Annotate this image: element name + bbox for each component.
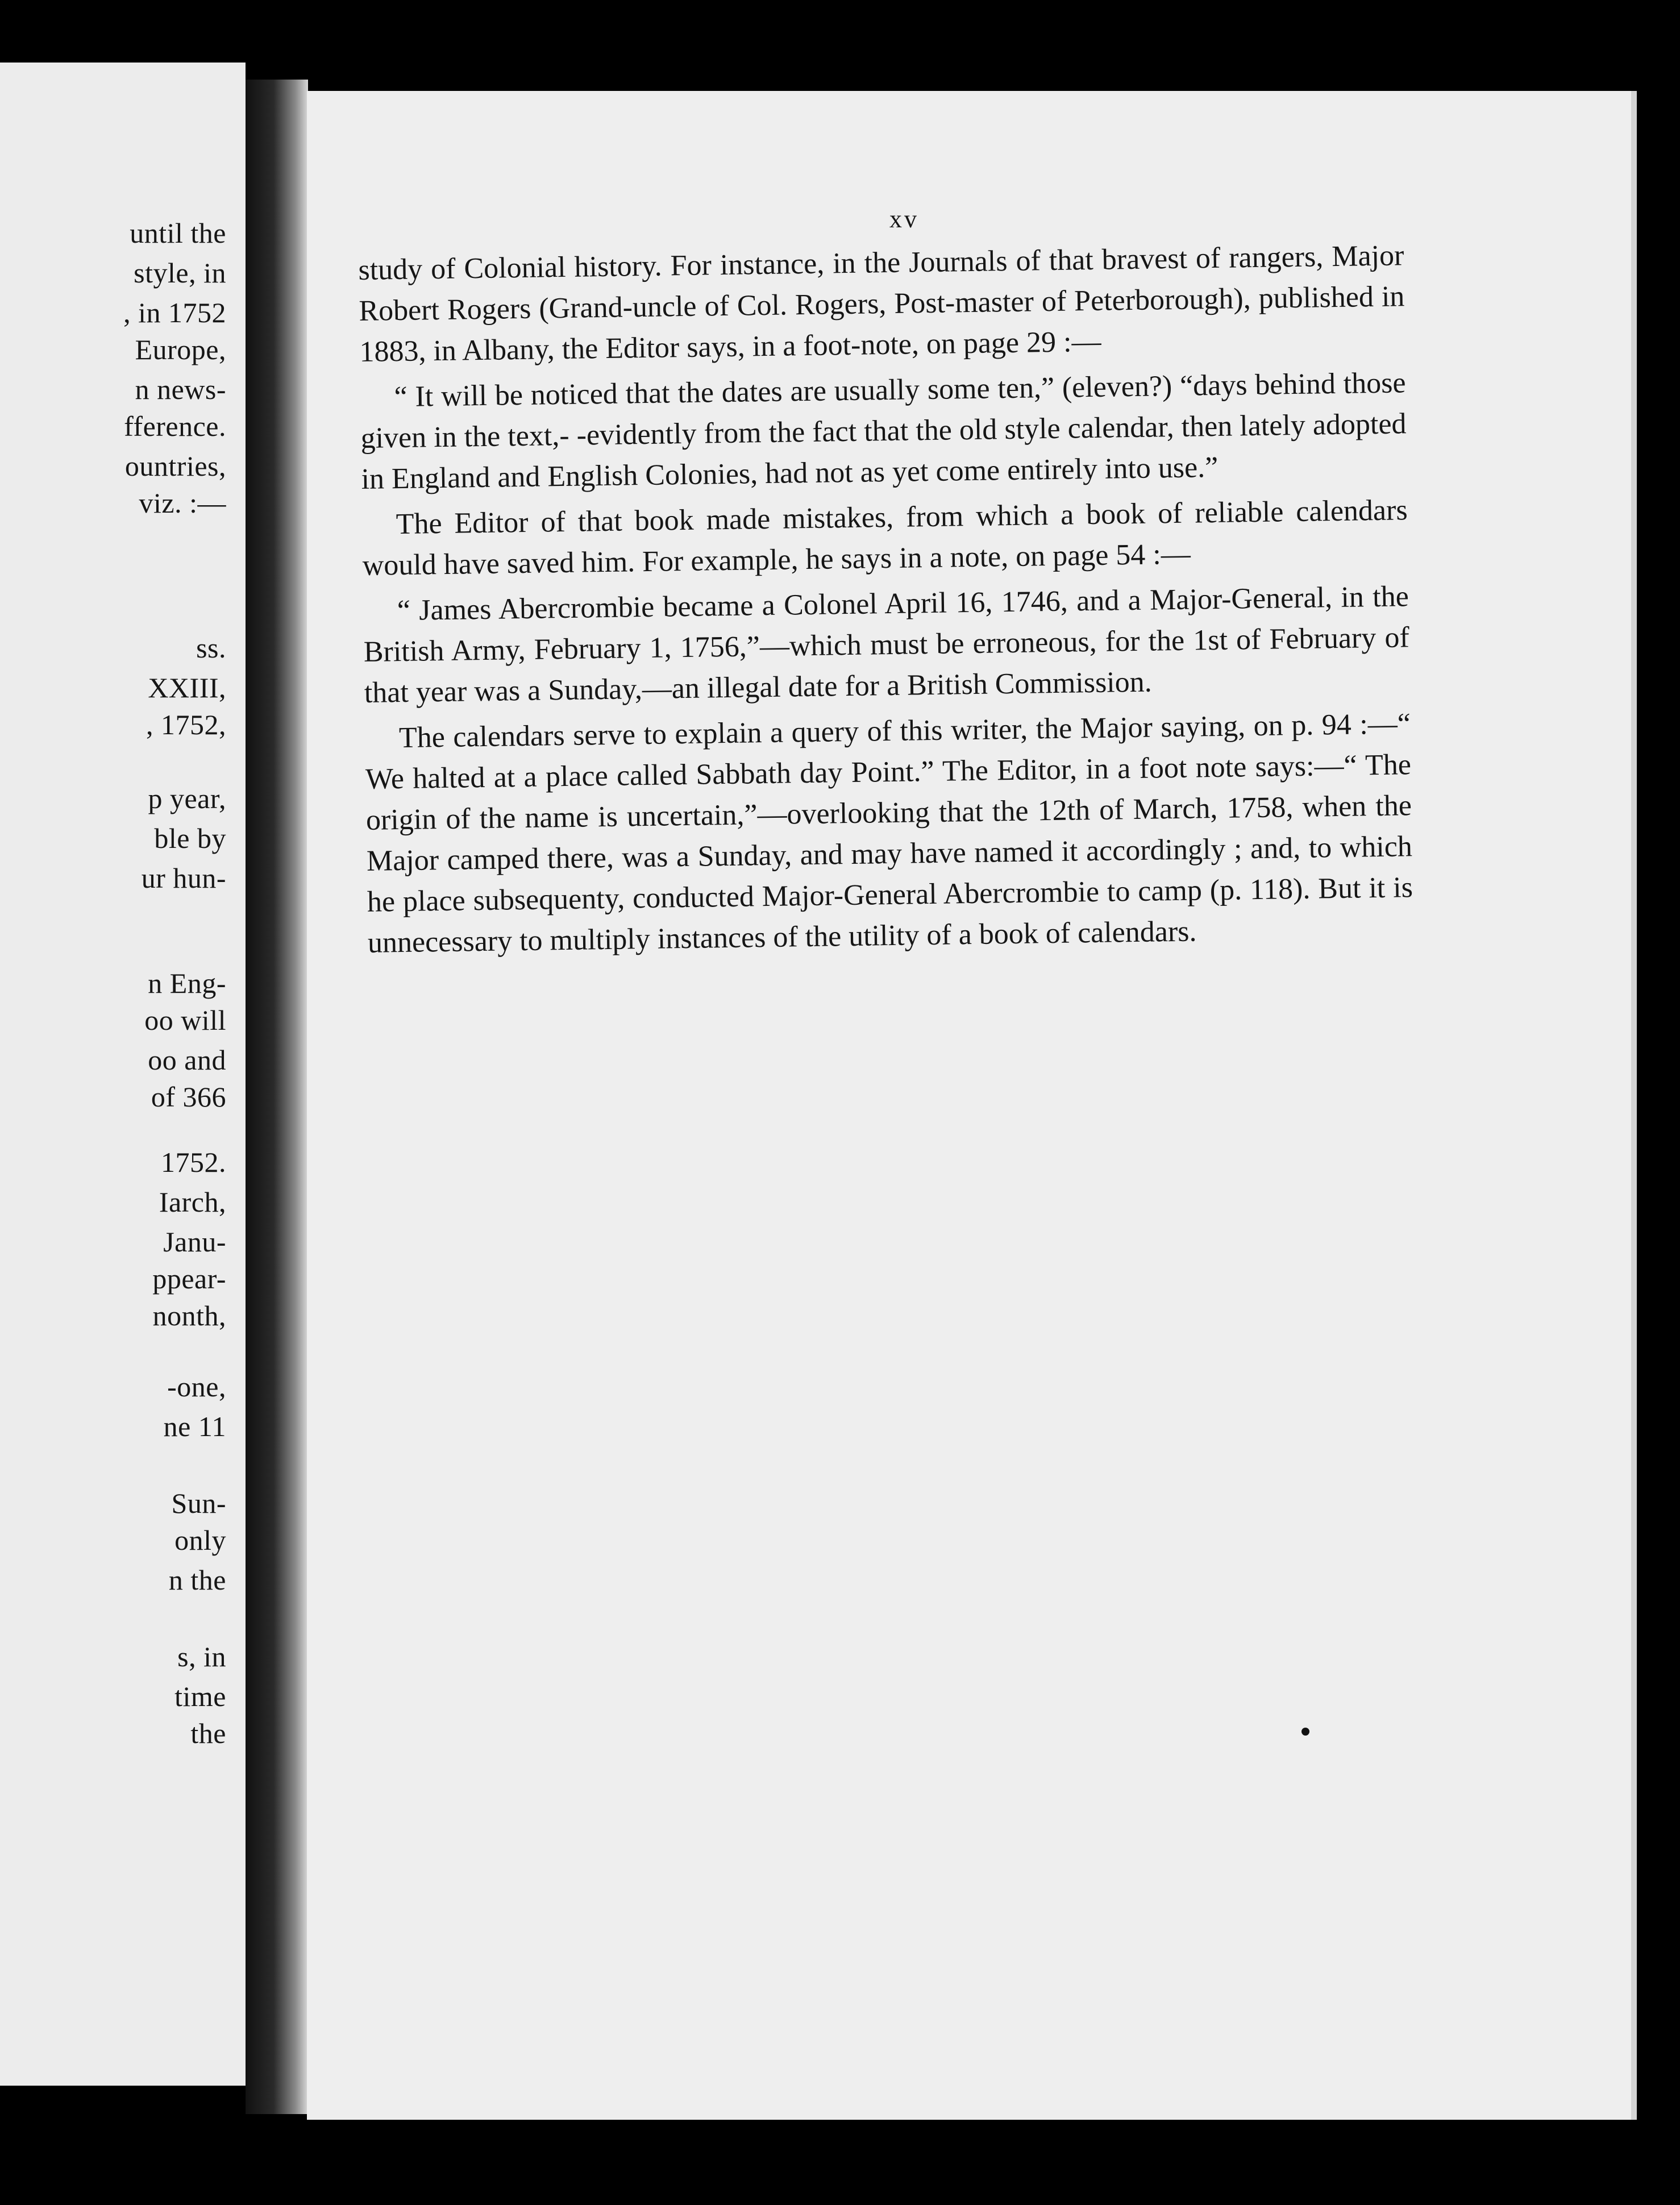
body-text	[358, 235, 1413, 964]
paragraph: The calendars serve to explain a query of this writer, the Major saying, on p. 94 :—“ We halted at a place called Sabbath day Point.” The Editor, in a foot note says:—“ The origin of the name is uncertain,”—overlooking that the 12th of March, 1758, when the Major camped there, was a Sunday, and may have named it accordingly ; and, to which he place subsequenty, conducted Major-General Abercrombie to camp (p. 118). But it is unnecessary to multiply instances of the utility of a book of calendars.	[365, 708, 1413, 959]
left-page-line: s, in	[177, 1641, 226, 1673]
left-page-line: ountries,	[124, 450, 226, 482]
left-page-line: , in 1752	[123, 297, 226, 328]
left-page-line: -one,	[167, 1371, 226, 1403]
left-page-line: Iarch,	[159, 1186, 226, 1218]
left-page-line: ur hun-	[141, 862, 226, 894]
left-page-line: only	[174, 1524, 226, 1556]
left-page-line: ppear-	[152, 1263, 226, 1295]
left-page-line: Janu-	[163, 1226, 226, 1258]
left-page-line: time	[174, 1680, 226, 1712]
left-page-line: of 366	[151, 1081, 226, 1113]
paragraph: “ It will be noticed that the dates are usually some ten,” (eleven?) “days behind those given in the text,- -evidently from the fact that the old style calendar, then lately adopted in England and English Colonies, had not as yet come entirely into use.”	[360, 367, 1407, 496]
left-page-line: oo will	[144, 1004, 226, 1036]
book-gutter-shadow	[246, 80, 308, 2114]
paragraph: “ James Abercrombie became a Colonel April 16, 1746, and a Major-General, in the British Army, February 1, 1756,”—which must be erroneous, for the 1st of February of that year was a Sunday,—an illegal date for a British Commission.	[363, 580, 1410, 709]
left-page-line: XXIII,	[148, 672, 226, 704]
left-page-line: n the	[168, 1564, 226, 1596]
left-page-line: p year,	[148, 783, 226, 814]
left-page-line: ss.	[196, 632, 226, 664]
left-page-line: until the	[130, 217, 226, 249]
left-page-line: fference.	[124, 410, 226, 442]
ink-speck	[1301, 1728, 1309, 1736]
left-page-line: 1752.	[161, 1146, 226, 1178]
paragraph: The Editor of that book made mistakes, from which a book of reliable calendars would have saved him. For example, he says in a note, on page 54 :—	[362, 494, 1408, 582]
left-page-line: Europe,	[135, 334, 226, 365]
left-page-line: the	[190, 1717, 226, 1749]
page-number: xv	[889, 205, 919, 233]
left-page-line: , 1752,	[146, 709, 226, 740]
left-page-line: Sun-	[171, 1487, 226, 1519]
left-page-line: ne 11	[163, 1411, 226, 1442]
left-page-line: n news-	[135, 373, 226, 405]
left-page-line: nonth,	[152, 1300, 226, 1332]
left-page-line: oo and	[148, 1044, 226, 1076]
left-page-line: ble by	[154, 822, 226, 854]
left-page-fragment	[0, 63, 246, 2086]
left-page-line: style, in	[134, 257, 226, 289]
paragraph: study of Colonial history. For instance, in the Journals of that bravest of rangers, Major Robert Rogers (Grand-uncle of Col. Rogers, Post-master of Peterborough), published in 1883, in Albany, the Editor says, in a foot-note, on page 29 :—	[358, 239, 1405, 368]
left-page-line: viz. :—	[139, 487, 226, 519]
left-page-line: n Eng-	[148, 967, 226, 999]
